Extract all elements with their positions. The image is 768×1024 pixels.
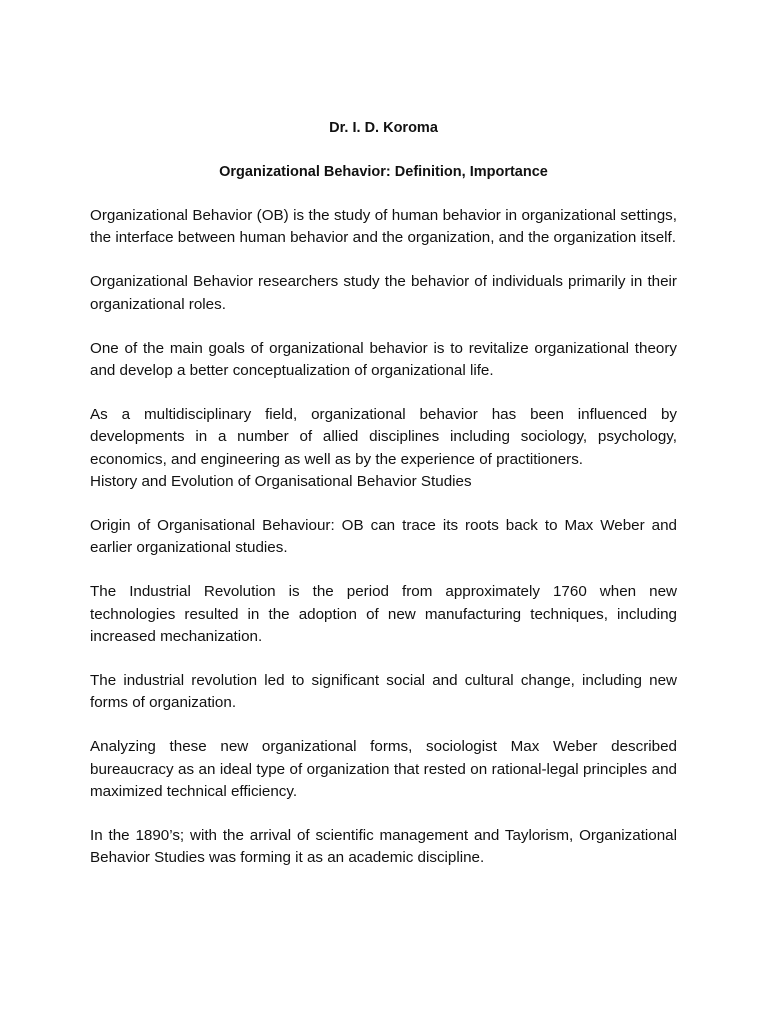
document-title: Organizational Behavior: Definition, Importance [219,164,548,180]
paragraph-weber-bureaucracy: Analyzing these new organizational forms, sociologist Max Weber described bureaucracy as an ideal type of organization that rested on rational-legal principles and maximized technical efficiency. [90,738,677,800]
paragraph-industrial-revolution: The Industrial Revolution is the period from approximately 1760 when new technologies resulted in the adoption of new manufacturing techniques, including increased mechanization. [90,583,677,645]
section-heading-history: History and Evolution of Organisational Behavior Studies [90,472,472,490]
author-name: Dr. I. D. Koroma [329,120,438,136]
paragraph-origin: Origin of Organisational Behaviour: OB can trace its roots back to Max Weber and earlier organizational studies. [90,517,677,557]
paragraph-scientific-management: In the 1890’s; with the arrival of scientific management and Taylorism, Organizational Behavior Studies was forming it as an academic discipline. [90,827,677,867]
paragraph-researchers: Organizational Behavior researchers study the behavior of individuals primarily in their organizational roles. [90,273,677,313]
paragraph-main-goals: One of the main goals of organizational behavior is to revitalize organizational theory and develop a better conceptualization of organizational life. [90,339,677,380]
paragraph-multidisciplinary: As a multidisciplinary field, organizational behavior has been influenced by developments in a number of allied disciplines including sociology, psychology, economics, and engineering as well as by the experience of practitioners. [90,406,677,468]
document-body [90,117,677,869]
paragraph-ob-definition: Organizational Behavior (OB) is the study of human behavior in organizational settings, the interface between human behavior and the organization, and the organization itself. [90,207,677,247]
paragraph-social-change: The industrial revolution led to significant social and cultural change, including new forms of organization. [90,672,677,712]
